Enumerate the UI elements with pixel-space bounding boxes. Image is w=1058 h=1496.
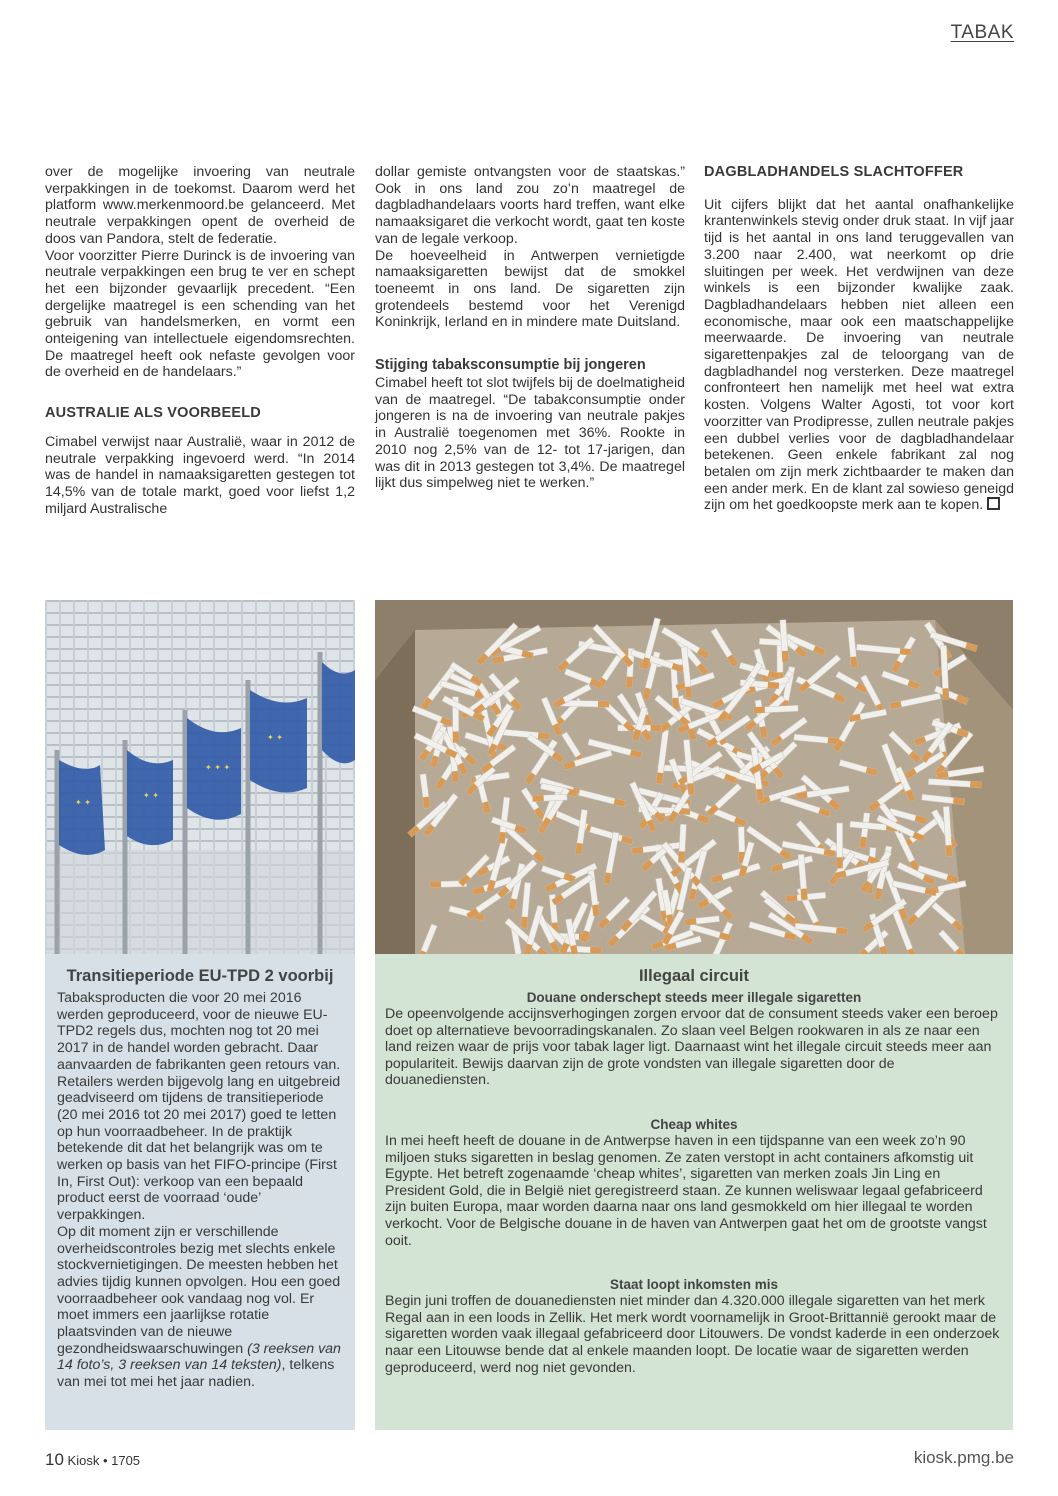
paragraph: Cimabel heeft tot slot twijfels bij de doelmatigheid van de maatregel. “De tabakconsumptie onder jongeren is na de invoering van neutrale pakjes in Australië toegenomen met 36%. Rookte in 2010 nog 2,5% van de 12- tot 17-jarigen, dan was dit in 2013 gestegen tot 3,4%. De maatregel lijkt dus simpelweg niet te werken.” <box>375 375 685 492</box>
paragraph-text: Uit cijfers blijkt dat het aantal onafhankelijke krantenwinkels stevig onder druk staat. In vijf jaar tijd is het aantal in ons land teruggevallen van 3.200 naar 2.400, wat neerkomt op drie sluitingen per week. Het verdwijnen van deze winkels is een bijzonder kwalijke zaak. Dagbladhandelaars hebben niet alleen een economische, maar ook een maatschappelijke meerwaarde. De invoering van neutrale sigarettenpakjes zal de teloorgang van de dagbladhandel nog versterken. Deze maatregel confronteert hen namelijk met heel wat extra kosten. Volgens Walter Agosti, tot voor kort voorzitter van Prodipresse, zullen neutrale pakjes een dubbel verlies voor de dagbladhandelaar betekenen. Geen enkele fabrikant zal nog betalen om zijn merk zichtbaarder te maken dan een ander merk. En de klant zal sowieso geneigd zijn om het goedkoopste merk aan te kopen. <box>704 196 1014 514</box>
svg-text:✦ ✦: ✦ ✦ <box>143 791 159 800</box>
paragraph: In mei heeft heeft de douane in de Antwerpse haven in een tijdspanne van een week zo’n 90 miljoen stuks sigaretten in beslag genomen. Ze zaten verstopt in acht containers afkomstig uit Egypte. Het betreft zogenaamde ‘cheap whites’, sigaretten van merken zoals Jin Ling en President Gold, die in België niet geregistreerd staan. Ze kunnen weliswaar legaal gefabriceerd zijn buiten Europa, maar worden daarna naar ons land gesmokkeld om hier illegaal te worden verkocht. Voor de Belgische douane in de haven van Antwerpen gaat het om de grootste vangst ooit. <box>385 1132 987 1249</box>
paragraph: dollar gemiste ontvangsten voor de staatskas.” Ook in ons land zou zo’n maatregel de dagbladhandelaars voorts hard treffen, want elke namaaksigaret die verkocht wordt, gaat ten koste van de legale verkoop. <box>375 164 685 247</box>
website-link[interactable]: kiosk.pmg.be <box>913 1448 1014 1467</box>
eu-flags-photo <box>45 600 355 954</box>
subheading: Stijging tabaksconsumptie bij jongeren <box>375 357 646 374</box>
svg-text:✦ ✦: ✦ ✦ <box>267 733 283 742</box>
section-heading: DAGBLADHANDELS SLACHTOFFER <box>704 164 964 180</box>
paragraph <box>57 1224 343 1391</box>
eu-tpd2-sidebar <box>45 954 355 1430</box>
sidebar-title: Transitieperiode EU-TPD 2 voorbij <box>66 967 334 985</box>
paragraph <box>704 197 1014 514</box>
paragraph: Voor voorzitter Pierre Durinck is de invoering van neutrale verpakkingen een brug te ver en schept het een bijzonder gevaarlijk precedent. “Een dergelijke maatregel is een schending van het gebruik van handelsmerken, en vormt een onteigening van intellectuele eigendomsrechten. De maatregel heeft ook nefaste gevolgen voor de overheid en de handelaars.” <box>45 247 355 381</box>
subheading: Cheap whites <box>650 1116 738 1132</box>
sidebar-title: Illegaal circuit <box>638 967 750 985</box>
cigarettes-box-photo <box>375 600 1013 954</box>
paragraph: Cimabel verwijst naar Australië, waar in 2012 de neutrale verpakking ingevoerd werd. “In 2014 was de handel in namaaksigaretten gestegen tot 14,5% van de totale markt, goed voor liefst 1,2 miljard Australische <box>45 433 355 517</box>
article-column-3 <box>704 164 1014 514</box>
subheading: Douane onderschept steeds meer illegale sigaretten <box>526 990 862 1005</box>
section-tag: TABAK <box>950 22 1014 43</box>
subheading: Staat loopt inkomsten mis <box>609 1277 779 1293</box>
paragraph-text: Op dit moment zijn er verschillende overheidscontroles bezig met slechts enkele stockvernietigingen. De meesten hebben het advies tijdig kunnen opvolgen. Hou een goed voorraadbeheer ook vandaag nog vol. Er moet immers een jaarlijkse rotatie plaatsvinden van de nieuwe gezondheidswaarschuwingen <box>57 1223 341 1357</box>
paragraph: Tabaksproducten die voor 20 mei 2016 werden geproduceerd, voor de nieuwe EU-TPD2 regels dus, mochten nog tot 20 mei 2017 in de handel worden gebracht. Daar aanvaarden de fabrikanten geen retours van. Retailers werden bijgevolg lang en uitgebreid geadviseerd om tijdens de transitieperiode (20 mei 2016 tot 20 mei 2017) goed te letten op hun voorraadbeheer. In de praktijk betekende dit dat het belangrijk was om te werken op basis van het FIFO-principe (First In, First Out): verkoop van een bepaald product eerst de voorraad ‘oude’ verpakkingen. <box>57 990 341 1224</box>
page-footer <box>45 1450 140 1470</box>
paragraph: Begin juni troffen de douanediensten niet minder dan 4.320.000 illegale sigaretten van het merk Regal aan in een loods in Zellik. Het merk wordt voornamelijk in Groot-Brittannië gerookt maar de sigaretten worden vaak illegaal gefabriceerd door Litouwers. De vondst kaderde in een onderzoek naar een Litouwse bende dat al enkele maanden loopt. De locatie waar de sigaretten werden geproduceerd, werd nog niet gevonden. <box>385 1293 1000 1376</box>
paragraph-text: , telkens van mei tot mei het jaar nadien. <box>57 1357 335 1391</box>
section-heading: AUSTRALIE ALS VOORBEELD <box>45 405 261 422</box>
svg-text:✦ ✦: ✦ ✦ <box>75 798 91 807</box>
svg-text:✦ ✦ ✦: ✦ ✦ ✦ <box>205 763 231 772</box>
sidebar-body <box>45 986 355 1391</box>
page-number: 10 <box>45 1450 64 1469</box>
paragraph: De hoeveelheid in Antwerpen vernietigde namaaksigaretten bewijst dat de smokkel toeneemt in ons land. De sigaretten zijn grotendeels bestemd voor het Verenigd Koninkrijk, Ierland en in mindere mate Duitsland. <box>375 247 685 331</box>
illegal-circuit-sidebar <box>375 954 1013 1430</box>
article-column-2 <box>375 164 685 492</box>
end-of-article-square-icon <box>987 497 1000 510</box>
article-column-1 <box>45 164 355 517</box>
paragraph: over de mogelijke invoering van neutrale verpakkingen in de toekomst. Daarom werd het platform www.merkenmoord.be gelanceerd. Met neutrale verpakkingen opent de overheid de doos van Pandora, stelt de federatie. <box>45 164 355 247</box>
magazine-issue: Kiosk • 1705 <box>67 1453 141 1468</box>
paragraph: De opeenvolgende accijnsverhogingen zorgen ervoor dat de consument steeds vaker een beroep doet op alternatieve bevoorradingskanalen. Zo slaan veel Belgen rookwaren in als ze naar een land reizen waar de prijs voor tabak lager ligt. Daarnaast wint het illegale circuit steeds meer aan populariteit. Bewijs daarvan zijn de grote vondsten van illegale sigaretten door de douanediensten. <box>385 1006 998 1089</box>
paragraph-italic: (3 reeksen van 14 foto’s, 3 reeksen van 14 teksten) <box>57 1340 341 1374</box>
